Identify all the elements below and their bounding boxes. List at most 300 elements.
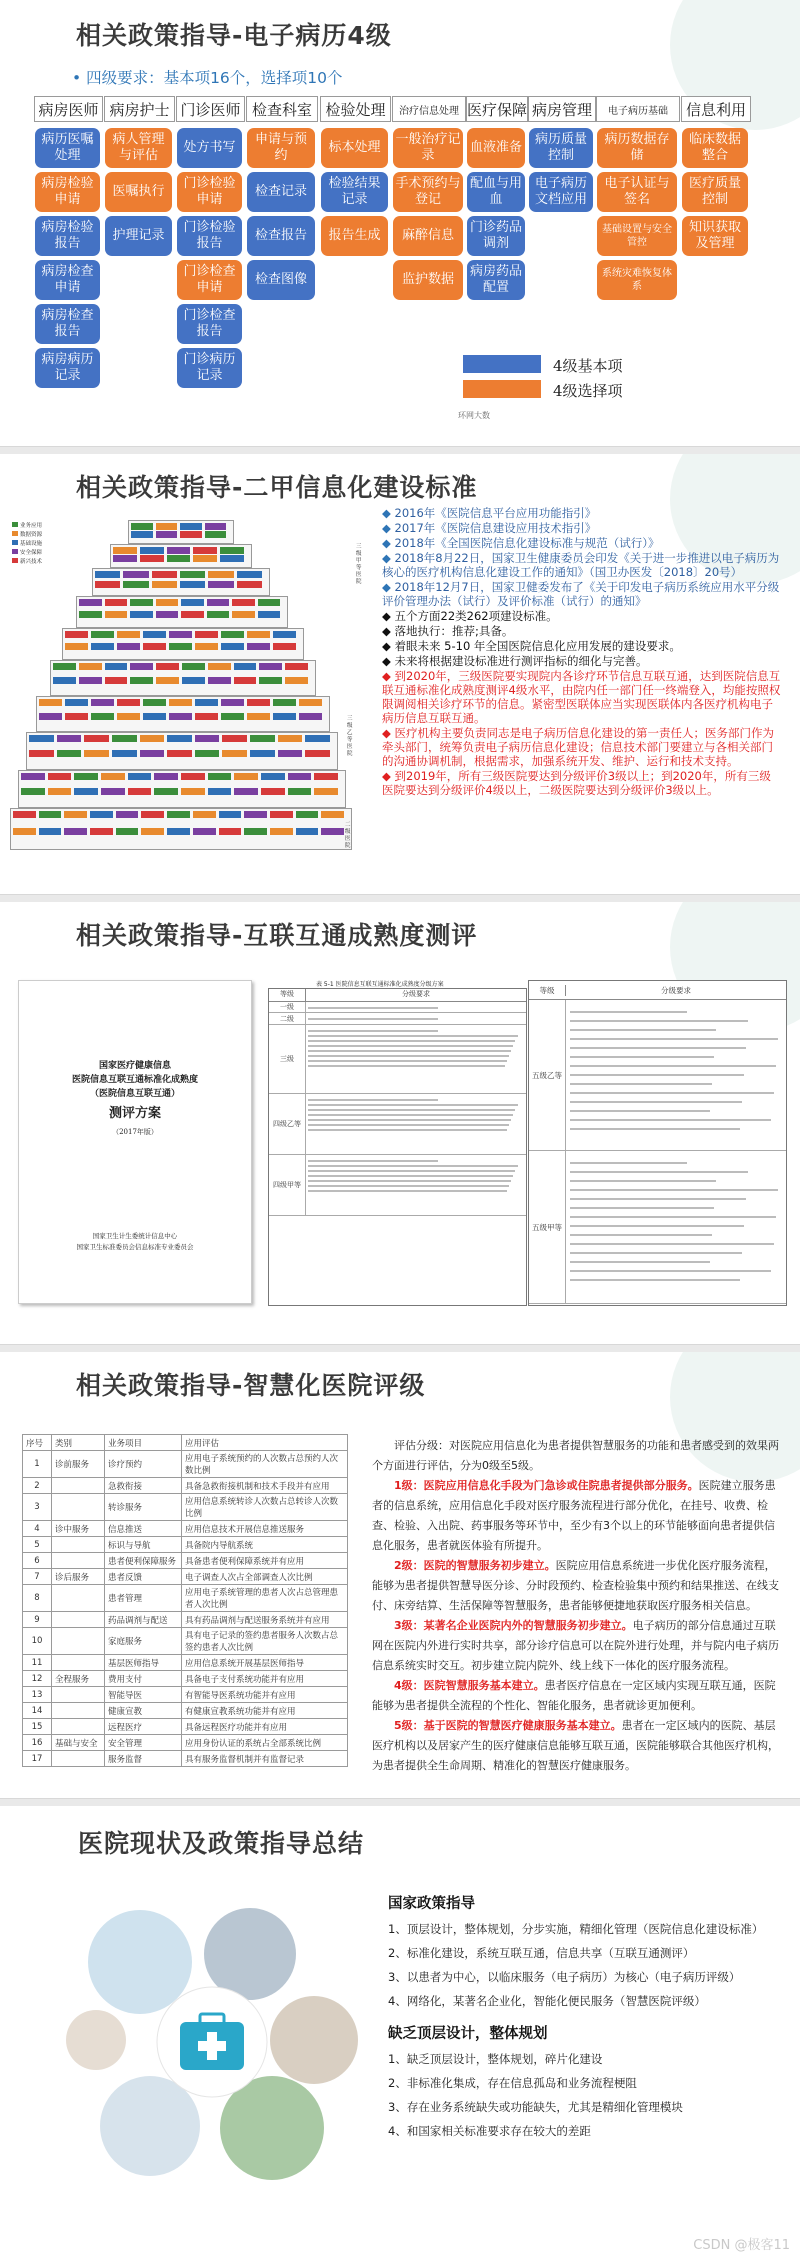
- pyramid-cell: [156, 599, 179, 606]
- row-evaluation: 应用信息系统转诊人次数占总转诊人次数比例: [182, 1494, 348, 1521]
- row-category: 诊后服务: [52, 1569, 105, 1585]
- row-category: [52, 1537, 105, 1553]
- emr-function-box: 门诊检查申请: [177, 260, 242, 300]
- medical-kit-icon: [180, 2014, 244, 2070]
- diamond-bullet-icon: ◆: [382, 639, 395, 653]
- pyramid-cell: [220, 547, 244, 554]
- pyramid-cell: [90, 828, 113, 835]
- level-cell: 五级乙等: [529, 1000, 566, 1150]
- pyramid-cell: [244, 811, 267, 818]
- pyramid-side-label-mid: 三级乙等医院: [347, 716, 353, 757]
- pyramid-cell: [288, 773, 312, 780]
- pyramid-cell: [208, 773, 232, 780]
- pyramid-cell: [169, 699, 192, 706]
- pyramid-cell: [273, 643, 296, 650]
- pyramid-cell: [141, 828, 164, 835]
- legend-optional-label: 4级选择项: [553, 382, 623, 400]
- row-item: 安全管理: [105, 1735, 182, 1751]
- level-cell: 二级: [269, 1013, 306, 1025]
- pyramid-legend: [12, 522, 42, 567]
- pyramid-cell: [117, 699, 140, 706]
- pyramid-cell: [130, 677, 153, 684]
- grading-table-right: [528, 980, 787, 1306]
- doc-issuer: 国家卫生标准委员会信息标准专业委员会: [76, 1243, 194, 1251]
- policy-bullet: [382, 654, 782, 668]
- summary-list-item: 4、网络化，某著名企业化，智能化便民服务（智慧医院评级）: [388, 1994, 706, 2008]
- emr-function-box: 配血与用血: [467, 172, 525, 212]
- emr-function-box: 系统灾难恢复体系: [597, 260, 677, 300]
- pyramid-cell: [247, 713, 270, 720]
- bullet-text: 着眼未来 5-10 年全国医院信息化应用发展的建设要求。: [394, 639, 681, 653]
- row-evaluation: 具备急救衔接机制和技术手段并有应用: [182, 1478, 348, 1494]
- grading-row: [269, 1025, 526, 1094]
- pyramid-cell: [29, 735, 54, 742]
- requirement-lines: [306, 1094, 526, 1154]
- pyramid-cell: [193, 811, 216, 818]
- emr-function-box: 门诊药品调剂: [467, 216, 525, 256]
- pyramid-cell: [321, 811, 344, 818]
- pyramid-cell: [39, 811, 62, 818]
- emr-function-box: 病人管理与评估: [105, 128, 172, 168]
- pyramid-cell: [130, 611, 153, 618]
- pyramid-cell: [116, 828, 139, 835]
- emr-function-box: 标本处理: [321, 128, 388, 168]
- level-label: 3级：某著名企业医院内外的智慧服务初步建立。: [394, 1619, 633, 1632]
- pyramid-cell: [195, 750, 220, 757]
- pyramid-cell: [156, 663, 179, 670]
- photo-bedside: [270, 1996, 358, 2084]
- row-item: 药品调剂与配送: [105, 1612, 182, 1628]
- policy-bullet: [382, 609, 782, 623]
- pyramid-cell: [39, 699, 62, 706]
- pyramid-cell: [221, 699, 244, 706]
- requirement-lines: [306, 1155, 526, 1215]
- pyramid-cell: [79, 611, 102, 618]
- pyramid-cell: [64, 811, 87, 818]
- footer-logo: 环网大数: [458, 411, 490, 420]
- doc-line: 国家医疗健康信息: [98, 1061, 171, 1071]
- pyramid-cell: [79, 599, 102, 606]
- row-item: 患者管理: [105, 1585, 182, 1612]
- pyramid-cell: [278, 750, 303, 757]
- row-number: 1: [23, 1451, 52, 1478]
- row-number: 3: [23, 1494, 52, 1521]
- summary-list-item: 3、以患者为中心，以临床服务（电子病历）为核心（电子病历评级）: [388, 1970, 741, 1984]
- policy-bullet: [382, 580, 782, 608]
- emr-function-box: 检查图像: [247, 260, 315, 300]
- policy-bullet: [382, 536, 782, 550]
- diamond-bullet-icon: ◆: [382, 654, 395, 668]
- pyramid-cell: [79, 663, 102, 670]
- pyramid-cell: [117, 631, 140, 638]
- pyramid-cell: [270, 811, 293, 818]
- pyramid-cell: [195, 643, 218, 650]
- emr-function-box: 病历医嘱处理: [35, 128, 100, 168]
- table-row: [23, 1537, 348, 1553]
- table-row: [23, 1521, 348, 1537]
- pyramid-cell: [91, 643, 114, 650]
- bullet-text: 落地执行：推荐;具备。: [394, 624, 514, 638]
- th-level: 等级: [269, 989, 306, 1001]
- emr-function-box: 门诊检验申请: [177, 172, 242, 212]
- pyramid-cell: [105, 599, 128, 606]
- table-row: [23, 1671, 348, 1687]
- pyramid-cell: [53, 663, 76, 670]
- row-item: 转诊服务: [105, 1494, 182, 1521]
- requirement-lines: [566, 1151, 786, 1303]
- table-row: [23, 1451, 348, 1478]
- pyramid-cell: [221, 643, 244, 650]
- row-number: 4: [23, 1521, 52, 1537]
- pyramid-cell: [140, 735, 165, 742]
- photo-nurse: [88, 1910, 192, 2014]
- pyramid-cell: [57, 735, 82, 742]
- legend-item: 业务应用: [12, 522, 42, 531]
- level-text: 电子病历的部分信息通过互联网在医院内外进行实时共享，部分诊疗信息可以在院外进行处理，并与院内电子病历信息系统实时交互。初步建立院内院外、线上线下一体化的医疗服务流程。: [372, 1619, 779, 1672]
- requirement-lines: [306, 1002, 526, 1012]
- pyramid-cell: [21, 773, 45, 780]
- policy-bullet: [382, 551, 782, 579]
- pyramid-side-label-bot: 二级医院: [345, 822, 351, 849]
- emr-function-box: 血液准备: [467, 128, 525, 168]
- pyramid-cell: [39, 713, 62, 720]
- column-header: 治疗信息处理: [392, 96, 466, 122]
- th-item: 业务项目: [105, 1435, 182, 1451]
- row-evaluation: 应用信息系统开展基层医师指导: [182, 1655, 348, 1671]
- emr-function-box: 病房药品配置: [467, 260, 525, 300]
- summary-text: [388, 1894, 788, 2145]
- emr-function-box: 基础设置与安全管控: [597, 216, 677, 256]
- pyramid-cell: [219, 811, 242, 818]
- level-cell: 三级: [269, 1025, 306, 1093]
- level-text: 患者在一定区域内的医院、基层医疗机构以及居家产生的医疗健康信息能够互联互通，医院能够联合其他医疗机构，为患者提供全生命周期、精准化的智慧医疗健康服务。: [372, 1719, 779, 1772]
- row-evaluation: 有健康宣教系统功能并有应用: [182, 1703, 348, 1719]
- pyramid-cell: [182, 677, 205, 684]
- row-item: 信息推送: [105, 1521, 182, 1537]
- pyramid-cell: [195, 735, 220, 742]
- grading-row: [529, 1151, 786, 1304]
- pyramid-cell: [141, 811, 164, 818]
- requirement-lines: [306, 1013, 526, 1025]
- pyramid-cell: [130, 599, 153, 606]
- row-category: [52, 1751, 105, 1767]
- emr-function-box: 医疗质量控制: [682, 172, 748, 212]
- slide2-title: 相关政策指导-二甲信息化建设标准: [76, 473, 478, 502]
- pyramid-cell: [261, 773, 285, 780]
- pyramid-side-label-top: 三级甲等医院: [356, 544, 362, 585]
- pyramid-cell: [205, 531, 227, 538]
- pyramid-cell: [117, 713, 140, 720]
- level-label: 1级：医院应用信息化手段为门急诊或住院患者提供部分服务。: [394, 1479, 699, 1492]
- pyramid-cell: [221, 631, 244, 638]
- row-number: 10: [23, 1628, 52, 1655]
- watermark: CSDN @极客11: [693, 2238, 790, 2253]
- row-number: 11: [23, 1655, 52, 1671]
- table-row: [23, 1553, 348, 1569]
- emr-function-box: 手术预约与登记: [393, 172, 463, 212]
- diamond-bullet-icon: ◆: [382, 669, 395, 683]
- emr-function-box: 电子病历文档应用: [529, 172, 593, 212]
- bullet-text: 2018年8月22日，国家卫生健康委员会印发《关于进一步推进以电子病历为核心的医疗机构信息化建设工作的通知》（国卫办医发〔2018〕20号）: [382, 551, 780, 579]
- pyramid-cell: [105, 611, 128, 618]
- pyramid-cell: [156, 677, 179, 684]
- legend-optional-swatch: [463, 380, 541, 398]
- row-evaluation: 电子调查人次占全部调查人次比例: [182, 1569, 348, 1585]
- pyramid-cell: [91, 713, 114, 720]
- pyramid-cell: [74, 773, 98, 780]
- row-category: [52, 1494, 105, 1521]
- slide-emr-level4: [0, 0, 800, 447]
- pyramid-cell: [247, 631, 270, 638]
- pyramid-cell: [193, 547, 217, 554]
- grading-row: [529, 1000, 786, 1151]
- bullet-text: 到2020年，三级医院要实现院内各诊疗环节信息互联互通，达到医院信息互联互通标准化成熟度测评4级水平，由院内任一部门任一终端登入，均能按照权限调阅相关诊疗环节的信息。紧密型医联体应当实现医联体内各医疗机构电子病历信息互联互通。: [382, 669, 781, 725]
- pyramid-cell: [123, 571, 148, 578]
- pyramid-cell: [13, 828, 36, 835]
- legend-item: 基础设施: [12, 540, 42, 549]
- table-row: [23, 1655, 348, 1671]
- row-category: 诊中服务: [52, 1521, 105, 1537]
- column-header: 检查科室: [246, 96, 318, 122]
- row-item: 患者反馈: [105, 1569, 182, 1585]
- pyramid-cell: [154, 788, 178, 795]
- level-cell: 一级: [269, 1002, 306, 1012]
- row-number: 17: [23, 1751, 52, 1767]
- pyramid-cell: [65, 631, 88, 638]
- bullet-text: 2017年《医院信息建设应用技术指引》: [394, 521, 597, 535]
- grading-level: [372, 1616, 784, 1676]
- pyramid-cell: [117, 643, 140, 650]
- legend-item: 安全保障: [12, 549, 42, 558]
- pyramid-cell: [21, 788, 45, 795]
- slide-interop-maturity: [0, 902, 800, 1345]
- grading-row: [269, 1013, 526, 1026]
- level-text: 医院应用信息系统进一步优化医疗服务流程，能够为患者提供智慧导医分诊、分时段预约、检查检验集中预约和结果推送、在线支付、床旁结算、生活保障等智慧服务，患者能够便捷地获取医疗服务相关信息。: [372, 1559, 779, 1612]
- pyramid-cell: [167, 555, 191, 562]
- pyramid-cell: [234, 773, 258, 780]
- pyramid-cell: [234, 788, 258, 795]
- grading-row: [269, 1155, 526, 1216]
- policy-bullet: [382, 639, 782, 653]
- table-row: [23, 1628, 348, 1655]
- pyramid-cell: [273, 699, 296, 706]
- pyramid-cell: [84, 735, 109, 742]
- level-cell: 四级甲等: [269, 1155, 306, 1215]
- level-text: 患者医疗信息在一定区域内实现互联互通，医院能够为患者提供全流程的个性化、智能化服务，患者就诊更加便利。: [372, 1679, 776, 1712]
- grading-row: [269, 1094, 526, 1155]
- slide1-subtitle: • 四级要求：基本项16个，选择项10个: [72, 69, 343, 87]
- row-evaluation: 应用电子系统预约的人次数占总预约人次数比例: [182, 1451, 348, 1478]
- row-category: [52, 1612, 105, 1628]
- emr-function-box: 检查记录: [247, 172, 315, 212]
- pyramid-cell: [167, 750, 192, 757]
- table-row: [23, 1478, 348, 1494]
- pyramid-cell: [234, 677, 257, 684]
- summary-list-item: 1、顶层设计，整体规划，分步实施，精细化管理（医院信息化建设标准）: [388, 1922, 764, 1936]
- emr-function-box: 病房检验报告: [35, 216, 100, 256]
- level-cell: 五级甲等: [529, 1151, 566, 1303]
- row-number: 9: [23, 1612, 52, 1628]
- row-number: 8: [23, 1585, 52, 1612]
- pyramid-cell: [247, 643, 270, 650]
- table-row: [23, 1735, 348, 1751]
- row-number: 13: [23, 1687, 52, 1703]
- row-item: 急救衔接: [105, 1478, 182, 1494]
- table-row: [23, 1719, 348, 1735]
- pyramid-cell: [74, 788, 98, 795]
- legend-basic-swatch: [463, 355, 541, 373]
- emr-function-box: 监护数据: [393, 260, 463, 300]
- pyramid-cell: [91, 699, 114, 706]
- diamond-bullet-icon: ◆: [382, 506, 395, 520]
- row-evaluation: 具备院内导航系统: [182, 1537, 348, 1553]
- pyramid-cell: [314, 773, 338, 780]
- emr-function-box: 医嘱执行: [105, 172, 172, 212]
- bullet-text: 未来将根据建设标准进行测评指标的细化与完善。: [394, 654, 648, 668]
- row-number: 14: [23, 1703, 52, 1719]
- emr-function-box: 电子认证与签名: [597, 172, 677, 212]
- doc-edition: （2017年版）: [112, 1128, 158, 1136]
- pyramid-cell: [180, 523, 202, 530]
- emr-function-box: 检验结果记录: [321, 172, 388, 212]
- pyramid-cell: [250, 735, 275, 742]
- row-item: 健康宣教: [105, 1703, 182, 1719]
- emr-function-box: 病房检查报告: [35, 304, 100, 344]
- pyramid-cell: [105, 663, 128, 670]
- grading-level: [372, 1716, 784, 1776]
- row-number: 7: [23, 1569, 52, 1585]
- slide5-title: 医院现状及政策指导总结: [78, 1829, 365, 1858]
- diamond-bullet-icon: ◆: [382, 726, 395, 740]
- slide-smart-hospital: [0, 1352, 800, 1799]
- emr-function-box: 病房检验申请: [35, 172, 100, 212]
- pyramid-cell: [167, 735, 192, 742]
- table-caption: 表 5-1 医院信息互联互通标准化成熟度分级方案: [316, 981, 444, 988]
- pyramid-cell: [305, 750, 330, 757]
- pyramid-cell: [90, 811, 113, 818]
- diamond-bullet-icon: ◆: [382, 609, 395, 623]
- pyramid-cell: [91, 631, 114, 638]
- pyramid-cell: [167, 547, 191, 554]
- pyramid-cell: [180, 571, 205, 578]
- emr-function-box: 检查报告: [247, 216, 315, 256]
- legend-item: 新兴技术: [12, 558, 42, 567]
- bullet-text: 五个方面22类262项建设标准。: [394, 609, 558, 623]
- row-item: 基层医师指导: [105, 1655, 182, 1671]
- row-number: 15: [23, 1719, 52, 1735]
- pyramid-cell: [270, 828, 293, 835]
- row-item: 远程医疗: [105, 1719, 182, 1735]
- pyramid-cell: [65, 699, 88, 706]
- pyramid-cell: [112, 750, 137, 757]
- slide-summary: [0, 1806, 800, 2259]
- row-evaluation: 具有药品调剂与配送服务系统并有应用: [182, 1612, 348, 1628]
- row-number: 12: [23, 1671, 52, 1687]
- pyramid-cell: [29, 750, 54, 757]
- row-item: 患者便利保障服务: [105, 1553, 182, 1569]
- column-header: 电子病历基础: [596, 96, 680, 122]
- column-header: 检验处理: [320, 96, 391, 122]
- summary-list-item: 3、存在业务系统缺失或功能缺失，尤其是精细化管理模块: [388, 2100, 683, 2114]
- th-category: 类别: [52, 1435, 105, 1451]
- grading-row: [269, 1002, 526, 1013]
- row-number: 6: [23, 1553, 52, 1569]
- row-number: 5: [23, 1537, 52, 1553]
- pyramid-cell: [296, 828, 319, 835]
- grading-table-left: [268, 988, 527, 1306]
- table-row: [23, 1703, 348, 1719]
- pyramid-cell: [112, 735, 137, 742]
- pyramid-cell: [247, 699, 270, 706]
- pyramid-cell: [84, 750, 109, 757]
- pyramid-cell: [130, 663, 153, 670]
- pyramid-cell: [131, 523, 153, 530]
- column-header: 病房医师: [34, 96, 103, 122]
- requirement-lines: [306, 1025, 526, 1093]
- pyramid-cell: [221, 713, 244, 720]
- row-evaluation: 具备电子支付系统功能并有应用: [182, 1671, 348, 1687]
- pyramid-cell: [288, 788, 312, 795]
- row-category: [52, 1655, 105, 1671]
- diamond-bullet-icon: ◆: [382, 536, 395, 550]
- pyramid-cell: [314, 788, 338, 795]
- table-row: [23, 1751, 348, 1767]
- pyramid-cell: [222, 750, 247, 757]
- column-header: 病房管理: [528, 96, 596, 122]
- row-category: 基础与安全: [52, 1735, 105, 1751]
- emr-function-box: 护理记录: [105, 216, 172, 256]
- th-level: 等级: [529, 985, 566, 996]
- pyramid-cell: [48, 788, 72, 795]
- pyramid-cell: [169, 713, 192, 720]
- pyramid-cell: [156, 531, 178, 538]
- row-category: [52, 1719, 105, 1735]
- th-requirements: 分级要求: [402, 990, 430, 998]
- row-evaluation: 具备远程医疗功能并有应用: [182, 1719, 348, 1735]
- policy-bullet: [382, 726, 782, 768]
- pyramid-cell: [299, 713, 322, 720]
- legend-basic-label: 4级基本项: [553, 357, 623, 375]
- pyramid-cell: [95, 581, 120, 588]
- pyramid-cell: [113, 547, 137, 554]
- column-header: 信息利用: [681, 96, 751, 122]
- row-item: 费用支付: [105, 1671, 182, 1687]
- photo-xray: [204, 1908, 296, 2000]
- pyramid-cell: [208, 677, 231, 684]
- slide4-title: 相关政策指导-智慧化医院评级: [76, 1371, 426, 1400]
- pyramid-cell: [154, 773, 178, 780]
- assessment-plan-document: [18, 980, 252, 1304]
- pyramid-cell: [105, 677, 128, 684]
- grading-level: [372, 1476, 784, 1556]
- pyramid-cell: [53, 677, 76, 684]
- row-evaluation: 有智能导医系统功能并有应用: [182, 1687, 348, 1703]
- row-item: 家庭服务: [105, 1628, 182, 1655]
- pyramid-cell: [123, 581, 148, 588]
- pyramid-cell: [195, 699, 218, 706]
- pyramid-cell: [65, 643, 88, 650]
- pyramid-cell: [296, 811, 319, 818]
- pyramid-cell: [244, 828, 267, 835]
- pyramid-cell: [152, 571, 177, 578]
- pyramid-cell: [232, 611, 255, 618]
- diamond-bullet-icon: ◆: [382, 521, 395, 535]
- pyramid-cell: [220, 555, 244, 562]
- column-header: 门诊医师: [176, 96, 245, 122]
- pyramid-cell: [143, 631, 166, 638]
- row-category: 诊前服务: [52, 1451, 105, 1478]
- doc-line: （医院信息互联互通）: [89, 1089, 180, 1099]
